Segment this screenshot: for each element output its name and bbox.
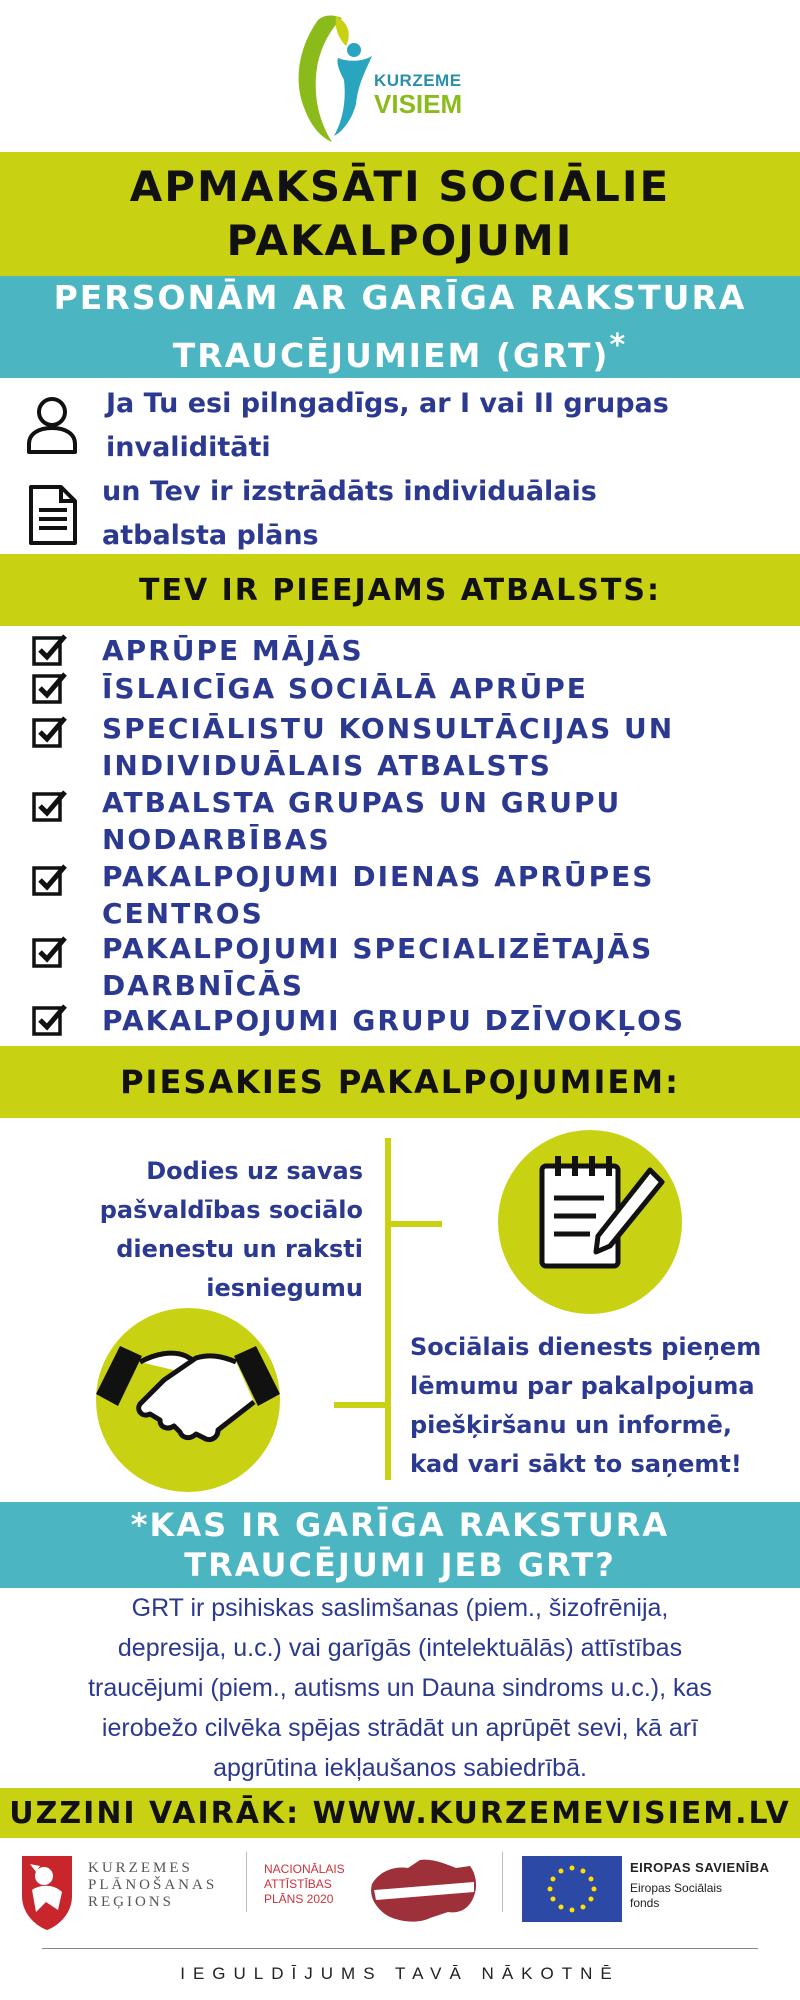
subtitle-banner (0, 276, 800, 378)
nap-logo-text (264, 1862, 345, 1907)
title-line2: PAKALPOJUMI (226, 216, 574, 265)
nap-line: NACIONĀLAIS (264, 1862, 345, 1876)
step-1-line: pašvaldības sociālo (99, 1196, 363, 1224)
checkbox-checked-icon (32, 788, 68, 822)
question-line2: TRAUCĒJUMI JEB GRT? (184, 1546, 616, 1584)
logo (0, 0, 800, 150)
step-1-line: dienestu un raksti (116, 1235, 363, 1263)
definition-line: depresija, u.c.) vai garīgās (intelektuālās) attīstības (117, 1634, 683, 1662)
eu-logo-text (630, 1860, 769, 1911)
document-icon (28, 484, 78, 546)
support-item-line1: ĪSLAICĪGA SOCIĀLĀ APRŪPE (102, 672, 588, 705)
condition-1-line1: Ja Tu esi pilngadīgs, ar I vai II grupas (106, 388, 669, 419)
condition-1-line2: invaliditāti (106, 432, 271, 463)
kpr-line: KURZEMES (88, 1860, 193, 1876)
grt-definition (20, 1588, 780, 1788)
step-2-line: lēmumu par pakalpojuma (410, 1372, 755, 1400)
step-2-line: piešķiršanu un informē, (410, 1411, 733, 1439)
footer-slogan: IEGULDĪJUMS TAVĀ NĀKOTNĒ (180, 1964, 620, 1983)
step-2-text (410, 1328, 800, 1484)
eu-title: EIROPAS SAVIENĪBA (630, 1860, 770, 1875)
latvia-map-icon (371, 1860, 476, 1922)
kpr-line: REĢIONS (88, 1894, 175, 1910)
apply-heading: PIESAKIES PAKALPOJUMIEM: (0, 1046, 800, 1118)
subtitle-line1: PERSONĀM AR GARĪGA RAKSTURA (53, 278, 747, 317)
step-2-line: Sociālais dienests pieņem (410, 1333, 762, 1361)
definition-line: traucējumi (piem., autisms un Dauna sindroms u.c.), kas (88, 1674, 712, 1702)
checkbox-checked-icon (32, 714, 68, 748)
available-heading: TEV IR PIEEJAMS ATBALSTS: (0, 554, 800, 626)
checkbox-checked-icon (32, 632, 68, 666)
footer-divider (246, 1852, 247, 1912)
support-item-line2: INDIVIDUĀLAIS ATBALSTS (102, 749, 552, 782)
more-info-link[interactable]: UZZINI VAIRĀK: WWW.KURZEMEVISIEM.LV (0, 1788, 800, 1838)
support-item-line1: PAKALPOJUMI DIENAS APRŪPES (102, 860, 655, 893)
definition-line: apgrūtina iekļaušanos sabiedrībā. (213, 1754, 587, 1782)
title-line1: APMAKSĀTI SOCIĀLIE (129, 162, 671, 211)
support-item-line1: PAKALPOJUMI SPECIALIZĒTAJĀS (102, 932, 654, 965)
subtitle-asterisk: * (609, 328, 628, 363)
support-item-line1: APRŪPE MĀJĀS (102, 634, 364, 667)
page-title (0, 152, 800, 276)
application-steps (0, 1118, 800, 1500)
support-item-line2: DARBNĪCĀS (102, 969, 305, 1002)
footer (0, 1838, 800, 2000)
step-2-line: kad vari sākt to saņemt! (410, 1450, 742, 1478)
kpr-logo-text (88, 1860, 217, 1911)
step-1-text (63, 1152, 363, 1308)
person-icon (24, 394, 80, 456)
condition-2-line2: atbalsta plāns (102, 520, 319, 551)
definition-line: GRT ir psihiskas saslimšanas (piem., šizofrēnija, (131, 1594, 669, 1622)
kpr-line: PLĀNOŠANAS (88, 1877, 218, 1893)
nap-line: PLĀNS 2020 (264, 1892, 334, 1906)
subtitle-line2: TRAUCĒJUMIEM (GRT) (172, 336, 610, 375)
logo-line1: KURZEME (374, 71, 462, 90)
footer-rule (42, 1948, 758, 1949)
checkbox-checked-icon (32, 934, 68, 968)
support-item-line2: NODARBĪBAS (102, 823, 331, 856)
support-item-line1: SPECIĀLISTU KONSULTĀCIJAS UN (102, 712, 675, 745)
support-item-line2: CENTROS (102, 897, 264, 930)
grt-question-banner (0, 1502, 800, 1588)
step-1-line: Dodies uz savas (146, 1157, 363, 1185)
footer-divider (502, 1852, 503, 1912)
eu-flag-icon (522, 1856, 622, 1922)
eu-sub-line: Eiropas Sociālais (630, 1881, 723, 1895)
checkbox-checked-icon (32, 670, 68, 704)
checkbox-checked-icon (32, 1002, 68, 1036)
condition-2-line1: un Tev ir izstrādāts individuālais (102, 476, 597, 507)
checkbox-checked-icon (32, 862, 68, 896)
nap-line: ATTĪSTĪBAS (264, 1877, 332, 1891)
definition-line: ierobežo cilvēka spējas strādāt un aprūpēt sevi, kā arī (101, 1714, 699, 1742)
step-1-line: iesniegumu (206, 1274, 363, 1302)
eu-sub-line: fonds (630, 1896, 660, 1910)
condition-item (0, 470, 800, 554)
logo-line2: VISIEM (374, 89, 463, 119)
support-item-line1: PAKALPOJUMI GRUPU DZĪVOKĻOS (102, 1004, 686, 1037)
condition-item (0, 382, 800, 468)
support-item-line1: ATBALSTA GRUPAS UN GRUPU (102, 786, 622, 819)
kurzeme-lion-crest-icon (22, 1856, 72, 1930)
question-line1: *KAS IR GARĪGA RAKSTURA (130, 1506, 670, 1544)
